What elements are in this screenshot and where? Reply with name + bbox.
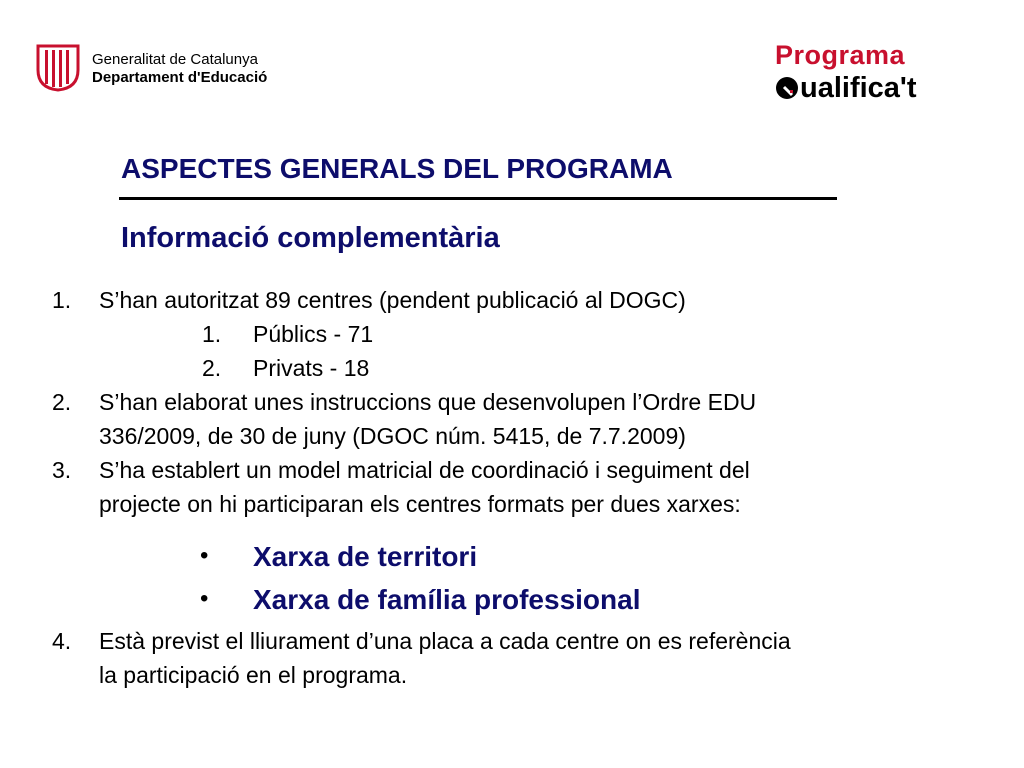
institution-line2: Departament d'Educació xyxy=(92,69,268,86)
item1-sub1-number: 1. xyxy=(202,321,222,347)
item3-number: 3. xyxy=(52,457,72,483)
institution-name xyxy=(92,51,267,87)
item4-line2: la participació en el programa. xyxy=(99,662,408,688)
item4-number: 4. xyxy=(52,628,72,654)
item4-line1: Està previst el lliurament d’una placa a cada centre on es referència xyxy=(99,628,791,654)
institution-line1: Generalitat de Catalunya xyxy=(92,51,258,68)
item2-line2: 336/2009, de 30 de juny (DGOC núm. 5415, de 7.7.2009) xyxy=(99,423,686,449)
xarxa-territori: Xarxa de territori xyxy=(253,541,478,572)
item1-sub2-text: Privats - 18 xyxy=(253,355,370,381)
item1-text: S’han autoritzat 89 centres (pendent publicació al DOGC) xyxy=(99,287,686,313)
item3-line1: S’ha establert un model matricial de coordinació i seguiment del xyxy=(99,457,750,483)
program-name-text: ualifica't xyxy=(800,72,917,104)
slide-title: ASPECTES GENERALS DEL PROGRAMA xyxy=(121,153,673,184)
item3-line2: projecte on hi participaran els centres formats per dues xarxes: xyxy=(99,491,741,517)
item1-sub1-text: Públics - 71 xyxy=(253,321,374,347)
xarxa-familia-professional: Xarxa de família professional xyxy=(253,584,641,615)
item2-number: 2. xyxy=(52,389,72,415)
item1-number: 1. xyxy=(52,287,72,313)
xarxa-bullet-2: • xyxy=(200,585,209,612)
xarxa-bullet-1: • xyxy=(200,542,209,569)
program-label: Programa xyxy=(775,40,906,70)
item1-sub2-number: 2. xyxy=(202,355,222,381)
program-q-logo-icon xyxy=(775,76,799,100)
item2-line1: S’han elaborat unes instruccions que desenvolupen l’Ordre EDU xyxy=(99,389,757,415)
generalitat-logo-icon xyxy=(36,44,80,92)
title-divider xyxy=(119,197,837,200)
program-name xyxy=(775,72,916,105)
slide-subtitle: Informació complementària xyxy=(121,222,500,254)
